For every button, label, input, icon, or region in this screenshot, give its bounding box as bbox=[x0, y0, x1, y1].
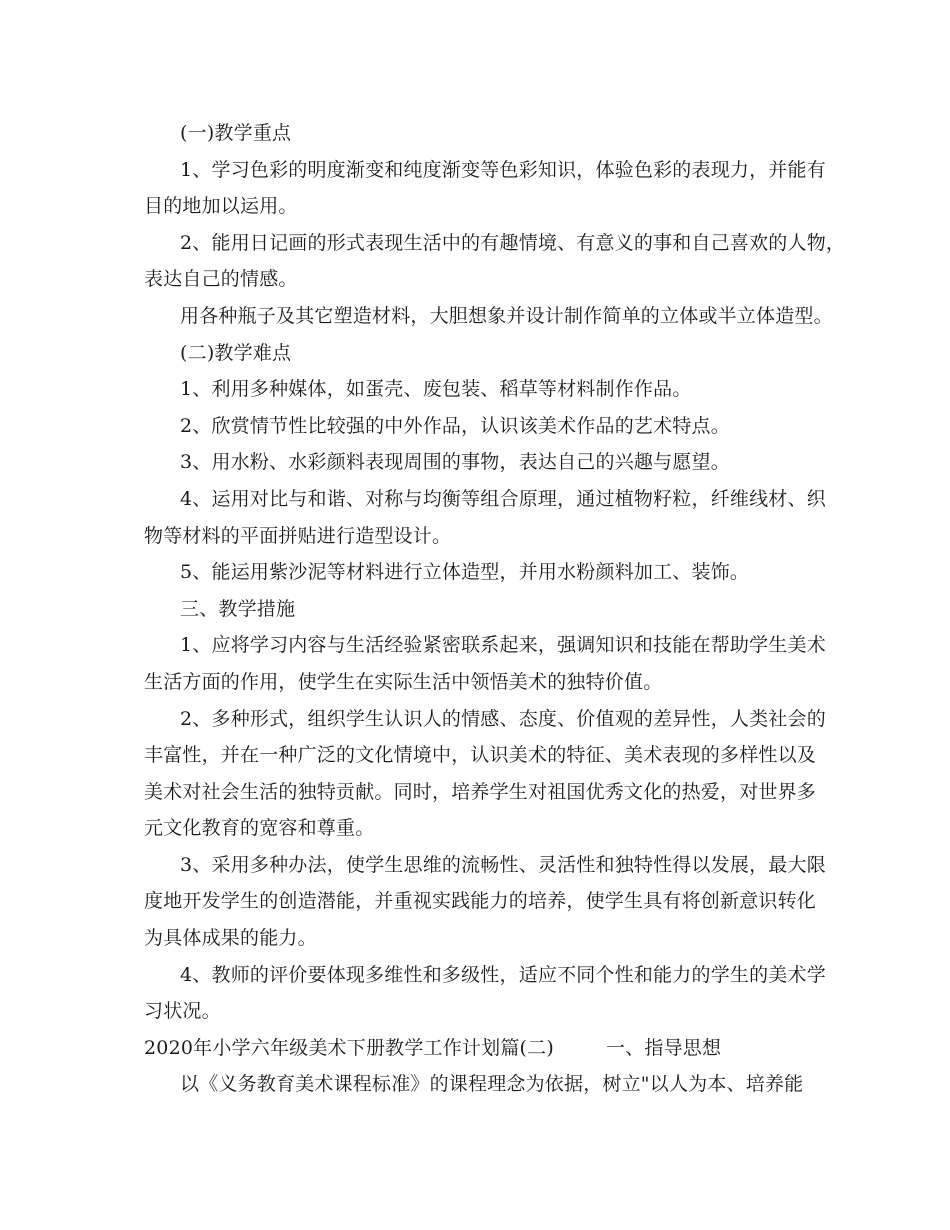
paragraph-line: 3、采用多种办法，使学生思维的流畅性、灵活性和独特性得以发展，最大限 bbox=[180, 853, 826, 876]
paragraph-line: 习状况。 bbox=[144, 1000, 221, 1023]
paragraph-line: 2、能用日记画的形式表现生活中的有趣情境、有意义的事和自己喜欢的人物， bbox=[180, 231, 846, 254]
paragraph-line: 目的地加以运用。 bbox=[144, 195, 298, 218]
section-heading-title: 2020年小学六年级美术下册教学工作计划篇(二) bbox=[144, 1036, 554, 1059]
paragraph-line: 4、运用对比与和谐、对称与均衡等组合原理，通过植物籽粒，纤维线材、织 bbox=[180, 487, 826, 510]
document-body bbox=[144, 115, 846, 1103]
paragraph-line: 1、学习色彩的明度渐变和纯度渐变等色彩知识，体验色彩的表现力，并能有 bbox=[180, 158, 826, 181]
paragraph-line: 元文化教育的宽容和尊重。 bbox=[144, 817, 375, 840]
paragraph-line: 物等材料的平面拼贴进行造型设计。 bbox=[144, 524, 452, 547]
section-heading-plan-part-two bbox=[144, 1030, 814, 1067]
paragraph-line: 5、能运用紫沙泥等材料进行立体造型，并用水粉颜料加工、装饰。 bbox=[180, 561, 750, 584]
paragraph-line: 2、欣赏情节性比较强的中外作品，认识该美术作品的艺术特点。 bbox=[180, 414, 730, 437]
section-heading-subtitle: 一、指导思想 bbox=[605, 1036, 722, 1059]
paragraph-line: 3、用水粉、水彩颜料表现周围的事物，表达自己的兴趣与愿望。 bbox=[180, 451, 730, 474]
paragraph-line: 丰富性，并在一种广泛的文化情境中，认识美术的特征、美术表现的多样性以及 bbox=[144, 744, 817, 767]
paragraph-line: 为具体成果的能力。 bbox=[144, 927, 317, 950]
paragraph-line: 1、应将学习内容与生活经验紧密联系起来，强调知识和技能在帮助学生美术 bbox=[180, 634, 826, 657]
paragraph-line: 2、多种形式，组织学生认识人的情感、态度、价值观的差异性，人类社会的 bbox=[180, 707, 826, 730]
paragraph-line: 1、利用多种媒体，如蛋壳、废包装、稻草等材料制作作品。 bbox=[180, 378, 692, 401]
paragraph-line: 美术对社会生活的独特贡献。同时，培养学生对祖国优秀文化的热爱，对世界多 bbox=[144, 780, 817, 803]
heading-teaching-focus: (一)教学重点 bbox=[180, 122, 292, 144]
paragraph-line: 用各种瓶子及其它塑造材料，大胆想象并设计制作简单的立体或半立体造型。 bbox=[180, 304, 833, 327]
heading-teaching-difficulty: (二)教学难点 bbox=[180, 341, 292, 364]
heading-teaching-measures: 三、教学措施 bbox=[180, 597, 296, 620]
paragraph-line: 生活方面的作用，使学生在实际生活中领悟美术的独特价值。 bbox=[144, 670, 663, 693]
paragraph-line: 4、教师的评价要体现多维性和多级性，适应不同个性和能力的学生的美术学 bbox=[180, 963, 826, 986]
paragraph-line: 度地开发学生的创造潜能，并重视实践能力的培养，使学生具有将创新意识转化 bbox=[144, 890, 817, 913]
paragraph-line: 表达自己的情感。 bbox=[144, 268, 298, 291]
closing-paragraph-line: 以《义务教育美术课程标准》的课程理念为依据，树立"以人为本、培养能 bbox=[180, 1073, 804, 1096]
